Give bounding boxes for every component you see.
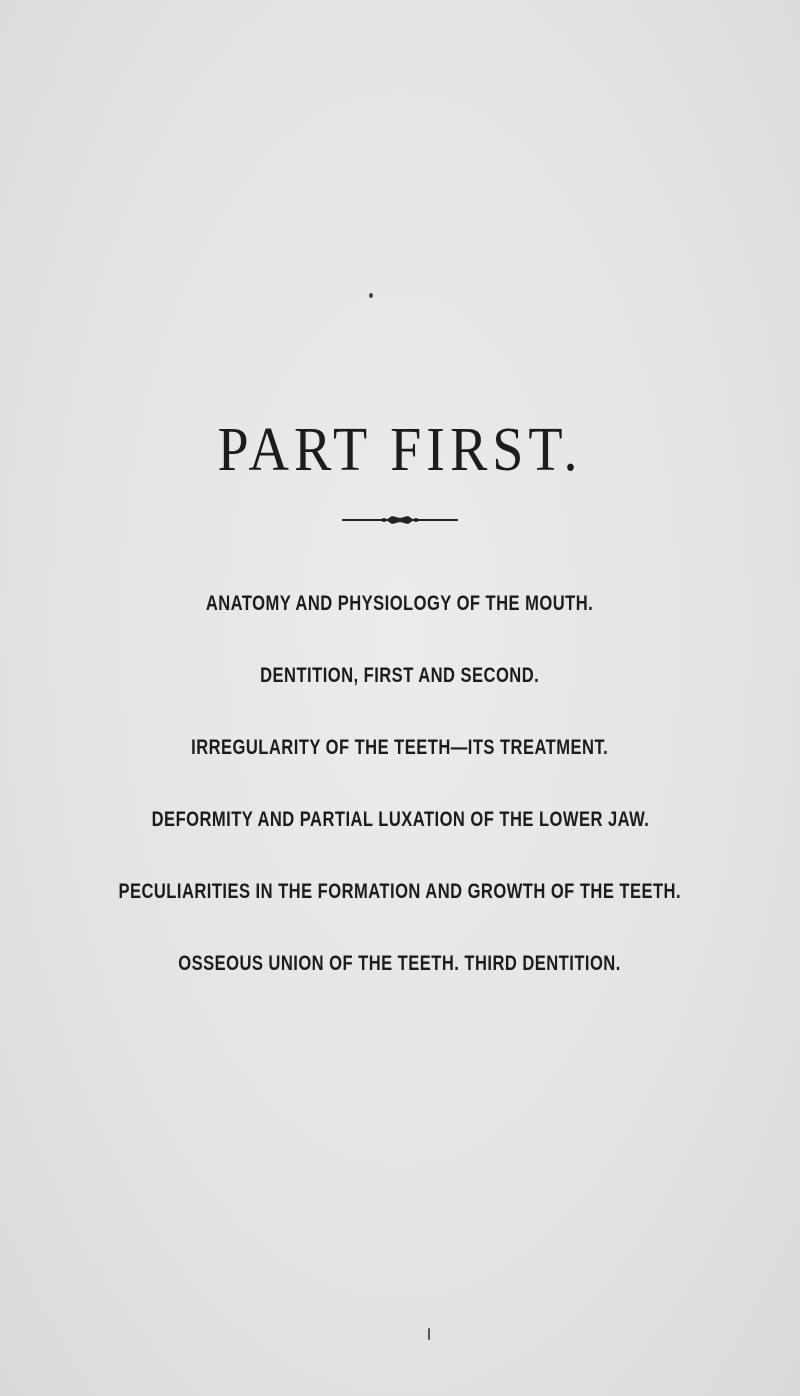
contents-list [0, 585, 800, 1017]
contents-item: OSSEOUS UNION OF THE TEETH. THIRD DENTITION. [178, 951, 622, 975]
contents-item: ANATOMY AND PHYSIOLOGY OF THE MOUTH. [206, 591, 594, 615]
part-title: PART FIRST. [217, 415, 583, 485]
ornament-divider-icon [342, 512, 458, 528]
contents-item: DEFORMITY AND PARTIAL LUXATION OF THE LOWER JAW. [151, 807, 649, 831]
contents-item: PECULIARITIES IN THE FORMATION AND GROWTH OF THE TEETH. [118, 879, 682, 903]
contents-item: IRREGULARITY OF THE TEETH—ITS TREATMENT. [191, 735, 609, 759]
contents-item: DENTITION, FIRST AND SECOND. [260, 663, 540, 687]
speck-mark [369, 293, 373, 298]
speck-mark [428, 1328, 430, 1340]
